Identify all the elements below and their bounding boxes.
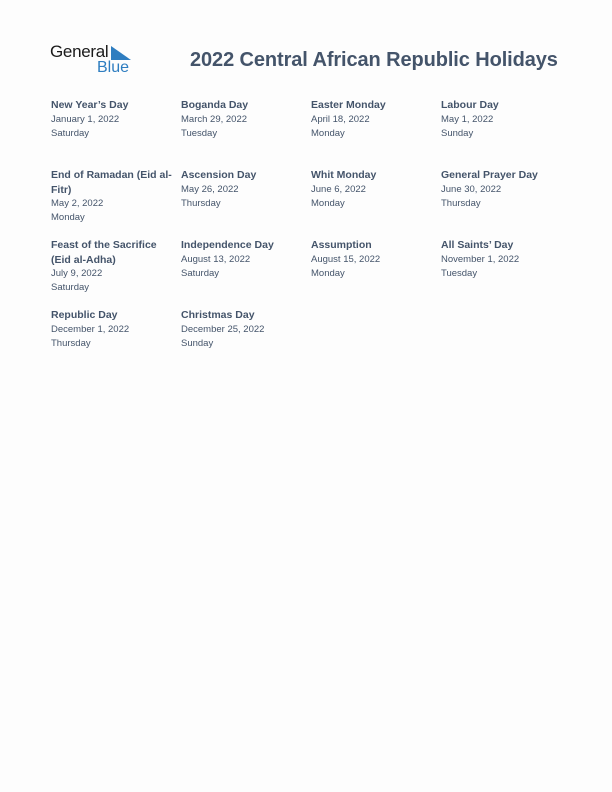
holiday-weekday: Thursday [441, 197, 481, 209]
holiday-date: August 13, 2022 [181, 253, 251, 265]
holiday-weekday: Monday [51, 212, 85, 223]
holiday-weekday: Monday [311, 197, 345, 209]
holiday-entry [311, 238, 435, 281]
holiday-name: General Prayer Day [441, 169, 538, 181]
holiday-name: Whit Monday [311, 169, 377, 181]
holiday-name: Ascension Day [181, 169, 257, 181]
holiday-name: Boganda Day [181, 99, 249, 111]
holiday-name: Christmas Day [181, 309, 255, 321]
holiday-date: July 9, 2022 [51, 268, 103, 279]
holiday-entry [51, 238, 175, 295]
holiday-name: Independence Day [181, 239, 274, 251]
holiday-weekday: Saturday [51, 127, 90, 139]
holiday-date: June 6, 2022 [311, 183, 366, 195]
holiday-date: March 29, 2022 [181, 113, 248, 125]
holiday-entry [181, 168, 305, 211]
holiday-weekday: Thursday [51, 337, 91, 349]
holiday-name: Assumption [311, 239, 372, 251]
holiday-date: August 15, 2022 [311, 253, 381, 265]
logo-text-blue: Blue [97, 59, 130, 76]
holiday-date: November 1, 2022 [441, 253, 520, 265]
holiday-date: May 2, 2022 [51, 198, 104, 209]
holiday-name: End of Ramadan (Eid al-Fitr) [51, 169, 172, 196]
holiday-entry [181, 98, 305, 141]
holiday-weekday: Thursday [181, 197, 221, 209]
generalblue-logo [50, 42, 134, 78]
holiday-date: December 25, 2022 [181, 323, 265, 335]
holiday-name: Republic Day [51, 309, 118, 321]
holiday-entry [181, 308, 305, 351]
holiday-name: Labour Day [441, 99, 499, 111]
holiday-entry [51, 308, 175, 351]
holiday-entry [441, 98, 565, 141]
holiday-entry [51, 98, 175, 141]
holiday-name: Feast of the Sacrifice (Eid al-Adha) [51, 239, 157, 266]
holiday-name: New Year’s Day [51, 99, 129, 111]
holiday-entry [51, 168, 175, 225]
holiday-weekday: Monday [311, 267, 345, 279]
holiday-weekday: Tuesday [181, 127, 218, 139]
holiday-date: January 1, 2022 [51, 113, 120, 125]
holiday-date: April 18, 2022 [311, 113, 370, 125]
page-title: 2022 Central African Republic Holidays [190, 49, 558, 71]
holiday-weekday: Sunday [181, 337, 214, 349]
holiday-entry [181, 238, 305, 281]
holiday-date: December 1, 2022 [51, 323, 130, 335]
holiday-weekday: Monday [311, 127, 345, 139]
holiday-entry [441, 238, 565, 281]
holiday-weekday: Saturday [51, 282, 90, 293]
holiday-date: May 1, 2022 [441, 113, 494, 125]
holiday-weekday: Sunday [441, 127, 474, 139]
holiday-weekday: Saturday [181, 267, 220, 279]
holiday-entry [311, 168, 435, 211]
holiday-weekday: Tuesday [441, 267, 478, 279]
holiday-name: All Saints’ Day [441, 239, 514, 251]
logo-text-general: General [50, 42, 109, 61]
holiday-date: June 30, 2022 [441, 183, 502, 195]
holiday-date: May 26, 2022 [181, 183, 239, 195]
holiday-entry [311, 98, 435, 141]
holiday-name: Easter Monday [311, 99, 386, 111]
holiday-entry [441, 168, 565, 211]
